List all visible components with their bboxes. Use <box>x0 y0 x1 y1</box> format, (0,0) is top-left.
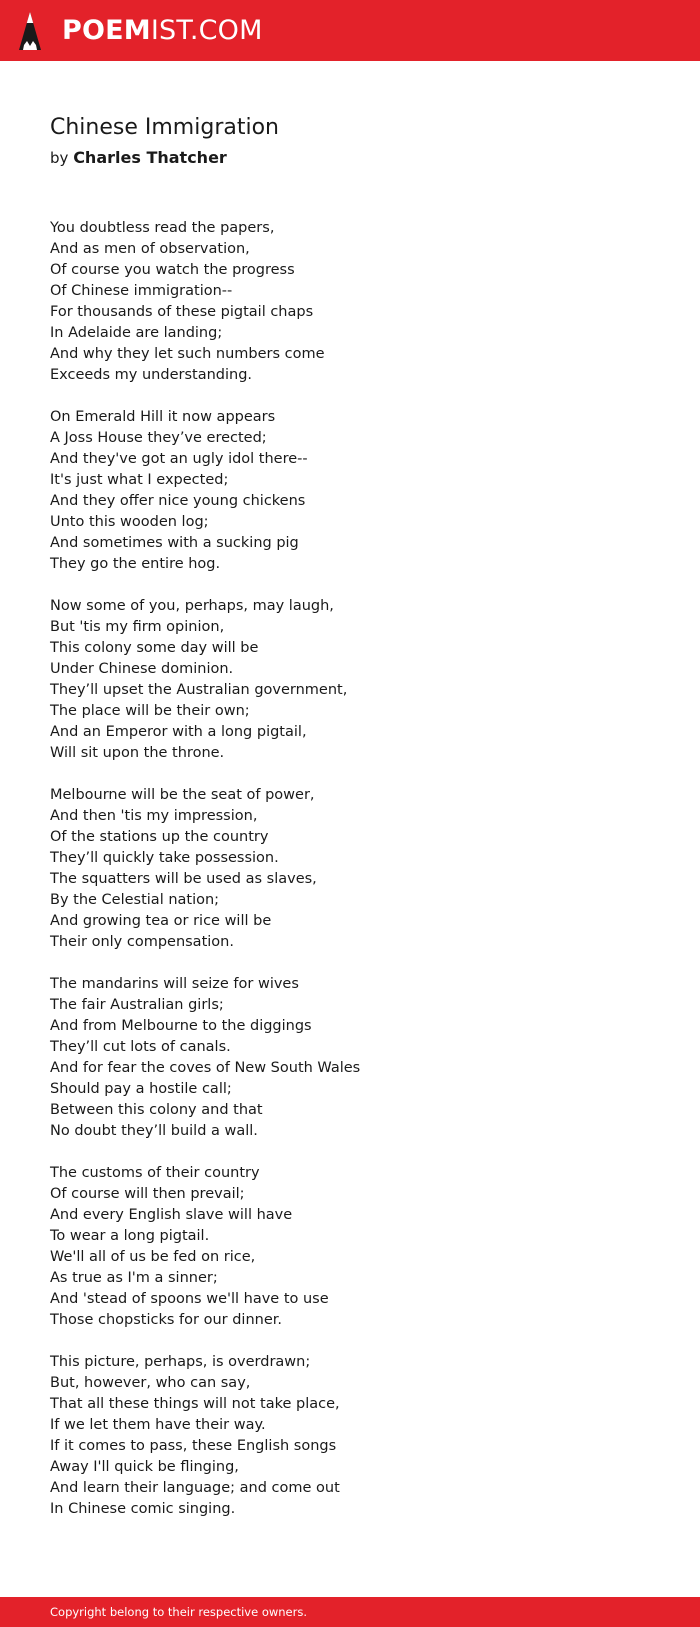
poem-line: Of course will then prevail; <box>50 1186 245 1202</box>
stanza <box>50 407 650 575</box>
stanza <box>50 974 650 1142</box>
poem-line: A Joss House they’ve erected; <box>50 430 267 446</box>
logo-text-bold: POEM <box>62 15 151 46</box>
poem-line: Now some of you, perhaps, may laugh, <box>50 598 334 614</box>
poem-line: Melbourne will be the seat of power, <box>50 787 315 803</box>
poem-line: For thousands of these pigtail chaps <box>50 304 314 320</box>
poem-line: Exceeds my understanding. <box>50 367 253 383</box>
poem-line: Unto this wooden log; <box>50 514 209 530</box>
poem-line: But, however, who can say, <box>50 1375 251 1391</box>
logo-text <box>62 9 263 53</box>
poem-line: Those chopsticks for our dinner. <box>50 1312 282 1328</box>
stanza <box>50 1352 650 1520</box>
poem-line: Of course you watch the progress <box>50 262 295 278</box>
poem-line: And every English slave will have <box>50 1207 293 1223</box>
poem-line: The place will be their own; <box>50 703 250 719</box>
poem-line: The squatters will be used as slaves, <box>50 871 317 887</box>
poem-line: And learn their language; and come out <box>50 1480 340 1496</box>
stanza <box>50 596 650 764</box>
poem-line: And why they let such numbers come <box>50 346 325 362</box>
poem-byline <box>50 147 227 169</box>
site-logo[interactable] <box>18 9 263 53</box>
poem-line: The fair Australian girls; <box>50 997 224 1013</box>
poem-line: This picture, perhaps, is overdrawn; <box>50 1354 311 1370</box>
logo-text-light: IST.COM <box>150 15 263 46</box>
by-label: by <box>50 149 69 167</box>
poem-line: They’ll upset the Australian government, <box>50 682 348 698</box>
stanza <box>50 218 650 386</box>
poem-line: If we let them have their way. <box>50 1417 266 1433</box>
poem-line: To wear a long pigtail. <box>50 1228 210 1244</box>
poem-line: By the Celestial nation; <box>50 892 220 908</box>
poem-line: Away I'll quick be flinging, <box>50 1459 239 1475</box>
poem-line: And 'stead of spoons we'll have to use <box>50 1291 329 1307</box>
poem-line: The mandarins will seize for wives <box>50 976 299 992</box>
poem-line: As true as I'm a sinner; <box>50 1270 218 1286</box>
poem-line: You doubtless read the papers, <box>50 220 275 236</box>
poem-line: No doubt they’ll build a wall. <box>50 1123 258 1139</box>
poem-line: In Adelaide are landing; <box>50 325 223 341</box>
poem-line: It's just what I expected; <box>50 472 229 488</box>
poem-line: Of Chinese immigration-- <box>50 283 233 299</box>
poem-line: Between this colony and that <box>50 1102 263 1118</box>
poem-line: And growing tea or rice will be <box>50 913 272 929</box>
copyright-text: Copyright belong to their respective owners. <box>50 1605 308 1619</box>
poem-line: And as men of observation, <box>50 241 250 257</box>
poem-body <box>50 218 650 1541</box>
poem-line: That all these things will not take place, <box>50 1396 340 1412</box>
poem-line: And an Emperor with a long pigtail, <box>50 724 307 740</box>
stanza <box>50 785 650 953</box>
poem-line: If it comes to pass, these English songs <box>50 1438 337 1454</box>
pencil-tip-icon <box>18 11 42 51</box>
poem-line: They’ll quickly take possession. <box>50 850 279 866</box>
poem-line: Of the stations up the country <box>50 829 269 845</box>
poem-line: But 'tis my firm opinion, <box>50 619 225 635</box>
stanza <box>50 1163 650 1331</box>
poem-line: And then 'tis my impression, <box>50 808 258 824</box>
poem-line: They go the entire hog. <box>50 556 221 572</box>
poem-title: Chinese Immigration <box>50 115 279 140</box>
poem-line: Will sit upon the throne. <box>50 745 225 761</box>
poem-line: In Chinese comic singing. <box>50 1501 236 1517</box>
poem-line: And for fear the coves of New South Wales <box>50 1060 361 1076</box>
site-footer <box>0 1597 700 1627</box>
poem-line: We'll all of us be fed on rice, <box>50 1249 256 1265</box>
poem-line: They’ll cut lots of canals. <box>50 1039 231 1055</box>
poem-line: And they offer nice young chickens <box>50 493 306 509</box>
poem-line: Their only compensation. <box>50 934 234 950</box>
poem-line: And they've got an ugly idol there-- <box>50 451 308 467</box>
poem-line: Should pay a hostile call; <box>50 1081 232 1097</box>
poem-line: Under Chinese dominion. <box>50 661 234 677</box>
poem-author[interactable]: Charles Thatcher <box>73 148 227 167</box>
poem-line: And from Melbourne to the diggings <box>50 1018 312 1034</box>
poem-line: And sometimes with a sucking pig <box>50 535 299 551</box>
poem-line: This colony some day will be <box>50 640 259 656</box>
poem-line: The customs of their country <box>50 1165 260 1181</box>
site-header <box>0 0 700 61</box>
poem-line: On Emerald Hill it now appears <box>50 409 276 425</box>
